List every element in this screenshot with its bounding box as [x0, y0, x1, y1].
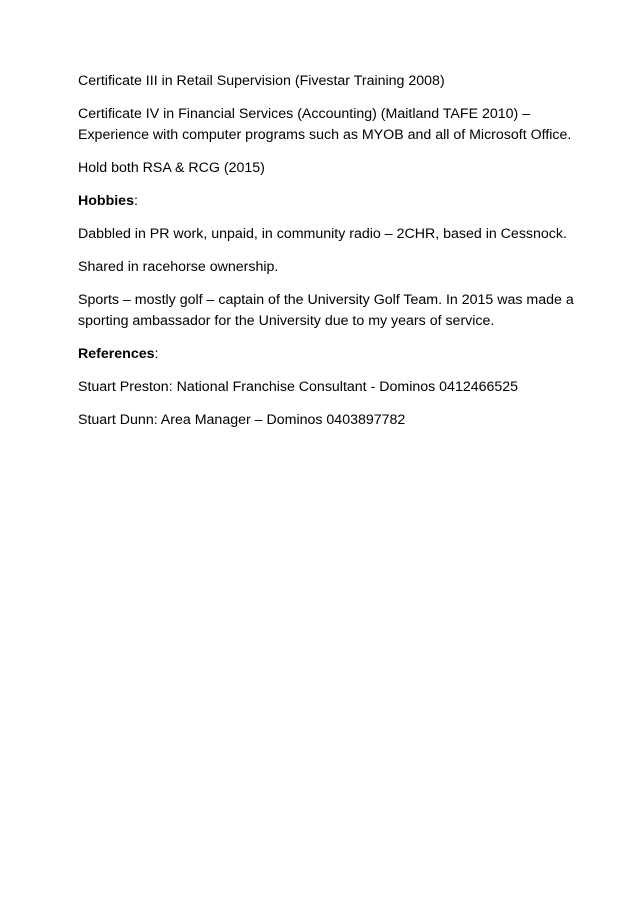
document-page [78, 71, 578, 443]
references-heading-colon: : [154, 346, 159, 362]
qualification-rsa-rcg: Hold both RSA & RCG (2015) [78, 160, 265, 176]
references-heading: References [78, 346, 155, 362]
references-heading-line [78, 344, 578, 365]
hobby-sports: Sports – mostly golf – captain of the University Golf Team. In 2015 was made a sporting ambassador for the University due to my years of service. [78, 292, 574, 329]
hobbies-heading-colon: : [133, 193, 138, 209]
reference-stuart-preston: Stuart Preston: National Franchise Consultant - Dominos 0412466525 [78, 379, 519, 395]
hobbies-heading: Hobbies [78, 193, 134, 209]
hobbies-heading-line [78, 191, 578, 212]
hobby-racehorse: Shared in racehorse ownership. [78, 259, 279, 275]
qualification-financial-services: Certificate IV in Financial Services (Accounting) (Maitland TAFE 2010) – Experience with computer programs such as MYOB and all of Microsoft Office. [78, 106, 572, 143]
hobby-pr-work: Dabbled in PR work, unpaid, in community radio – 2CHR, based in Cessnock. [78, 226, 567, 242]
reference-stuart-dunn: Stuart Dunn: Area Manager – Dominos 0403897782 [78, 412, 406, 428]
qualification-retail-supervision: Certificate III in Retail Supervision (Fivestar Training 2008) [78, 73, 445, 89]
